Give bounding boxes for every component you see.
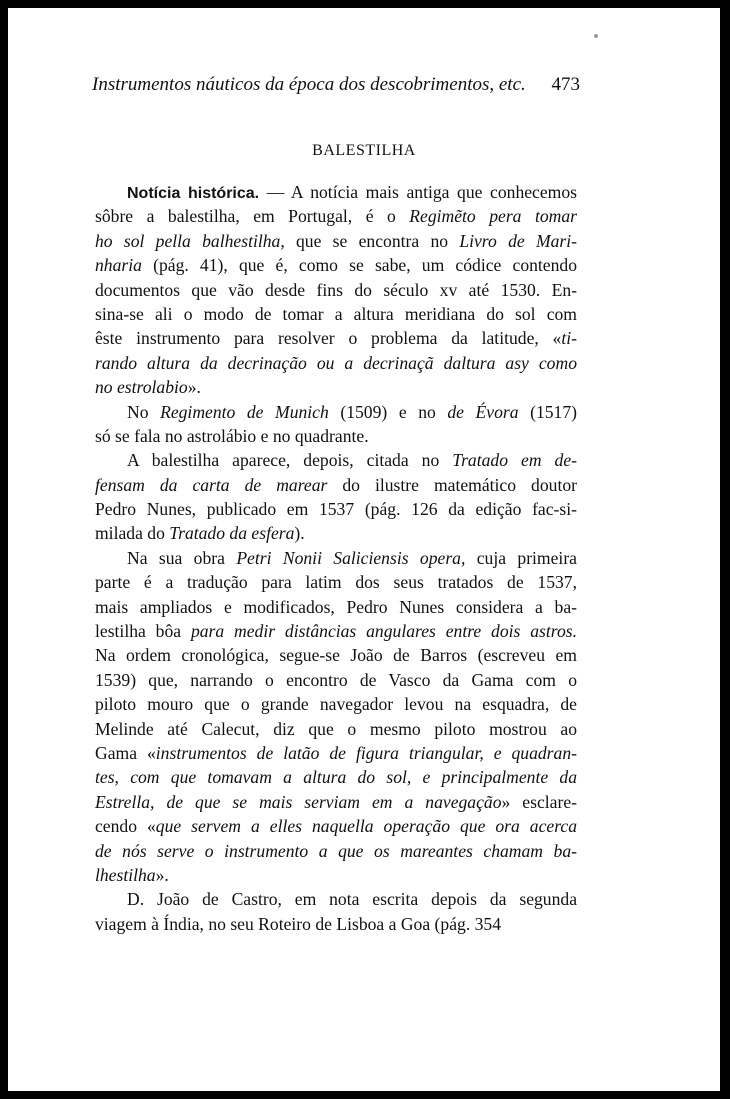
text-run: nharia xyxy=(95,255,142,276)
text-run: cendo « xyxy=(95,816,156,837)
text-line xyxy=(95,741,577,765)
text-run: A balestilha aparece, depois, citada no xyxy=(127,450,453,471)
text-run: (1509) e no xyxy=(328,401,448,422)
text-line xyxy=(95,253,577,277)
text-line xyxy=(95,229,577,253)
text-run: mais ampliados e modificados, Pedro Nunes considera a ba- xyxy=(95,596,577,617)
text-run: ». xyxy=(155,864,169,885)
text-run: Na ordem cronológica, segue-se João de Barros (escreveu em xyxy=(95,645,577,666)
text-run: sina-se ali o modo de tomar a altura meridiana do sol com xyxy=(95,303,577,324)
text-run: — A notícia mais antiga que conhecemos xyxy=(259,182,577,202)
text-run: Na sua obra xyxy=(127,547,237,568)
text-line xyxy=(95,912,577,936)
text-line xyxy=(95,351,577,375)
text-run: » esclare- xyxy=(501,791,577,812)
text-run: documentos que vão desde fins do século xv até 1530. En- xyxy=(95,279,577,300)
page xyxy=(8,8,720,1091)
text-run: rando altura da decrinação ou a decrinaçã daltura asy como xyxy=(95,352,577,373)
text-run: no estrolabio xyxy=(95,377,188,398)
text-run: Tratado em de- xyxy=(452,450,578,471)
text-run: viagem à Índia, no seu Roteiro de Lisboa a Goa (pág. 354 xyxy=(95,913,502,934)
text-run: que se encontra no xyxy=(284,230,460,251)
text-line xyxy=(95,863,577,887)
text-line xyxy=(95,814,577,838)
text-line xyxy=(95,668,577,692)
text-run: que servem a elles naquella operação que ora acerca xyxy=(155,816,577,837)
text-line xyxy=(95,546,577,570)
body-text xyxy=(95,180,577,936)
text-run: D. João de Castro, em nota escrita depois da segunda xyxy=(127,889,577,910)
running-header xyxy=(92,74,580,96)
text-run: ). xyxy=(294,523,305,544)
text-run: de nós serve o instrumento a que os mareantes chamam ba- xyxy=(95,840,577,861)
page-number: 473 xyxy=(551,74,580,95)
text-line xyxy=(95,692,577,716)
text-run: Pedro Nunes, publicado em 1537 (pág. 126 da edição fac-si- xyxy=(95,499,577,520)
text-line xyxy=(95,521,577,545)
text-run: (pág. 41), que é, como se sabe, um códice contendo xyxy=(141,255,577,276)
paper-speck xyxy=(594,34,598,38)
text-line xyxy=(95,765,577,789)
text-run: No xyxy=(127,401,161,422)
text-run: Petri Nonii Saliciensis opera, xyxy=(236,547,466,568)
text-line xyxy=(95,400,577,424)
text-run: para medir distâncias angulares entre dois astros. xyxy=(190,621,578,642)
text-line xyxy=(95,570,577,594)
text-run: Tratado da esfera xyxy=(169,523,295,544)
text-line xyxy=(95,790,577,814)
text-line xyxy=(95,278,577,302)
section-heading: Notícia histórica. xyxy=(127,185,260,202)
text-run: Regimento de Munich xyxy=(160,401,329,422)
text-run: ho sol pella balhestilha, xyxy=(95,230,285,251)
text-line xyxy=(95,473,577,497)
text-run: parte é a tradução para latim dos seus tratados de 1537, xyxy=(95,572,577,593)
text-line xyxy=(95,595,577,619)
text-run: Estrella, de que se mais serviam em a navegação xyxy=(95,791,502,812)
text-run: milada do xyxy=(95,523,170,544)
text-run: instrumentos de latão de figura triangular, e quadran- xyxy=(155,742,577,763)
text-line xyxy=(95,448,577,472)
text-line xyxy=(95,204,577,228)
text-run: Livro de Mari- xyxy=(459,230,578,251)
text-run: fensam da carta de marear xyxy=(95,474,328,495)
text-line xyxy=(95,497,577,521)
text-run: de Évora xyxy=(447,401,519,422)
text-line xyxy=(95,424,577,448)
text-run: cuja primeira xyxy=(465,547,577,568)
text-run: ti- xyxy=(561,328,577,349)
text-line xyxy=(95,643,577,667)
text-run: do ilustre matemático doutor xyxy=(327,474,577,495)
text-line xyxy=(95,839,577,863)
text-run: ». xyxy=(187,377,201,398)
text-line xyxy=(95,375,577,399)
text-run: êste instrumento para resolver o problema da latitude, « xyxy=(95,328,562,349)
text-line xyxy=(95,180,577,204)
text-run: piloto mouro que o grande navegador levou na esquadra, de xyxy=(95,694,577,715)
text-run: só se fala no astrolábio e no quadrante. xyxy=(95,425,369,446)
text-run: (1517) xyxy=(518,401,577,422)
text-run: tes, com que tomavam a altura do sol, e principalmente da xyxy=(95,767,577,788)
text-run: lhestilha xyxy=(95,864,156,885)
text-line xyxy=(95,887,577,911)
text-line xyxy=(95,619,577,643)
text-run: Gama « xyxy=(95,742,156,763)
text-run: Melinde até Calecut, diz que o mesmo piloto mostrou ao xyxy=(95,718,577,739)
text-line xyxy=(95,302,577,326)
running-title: Instrumentos náuticos da época dos descobrimentos, etc. xyxy=(92,74,526,95)
text-line xyxy=(95,717,577,741)
text-run: sôbre a balestilha, em Portugal, é o xyxy=(95,206,410,227)
section-title: BALESTILHA xyxy=(312,142,416,159)
text-run: Regimẽto pera tomar xyxy=(409,206,577,227)
text-line xyxy=(95,326,577,350)
text-run: 1539) que, narrando o encontro de Vasco da Gama com o xyxy=(95,669,577,690)
text-run: lestilha bôa xyxy=(95,621,191,642)
